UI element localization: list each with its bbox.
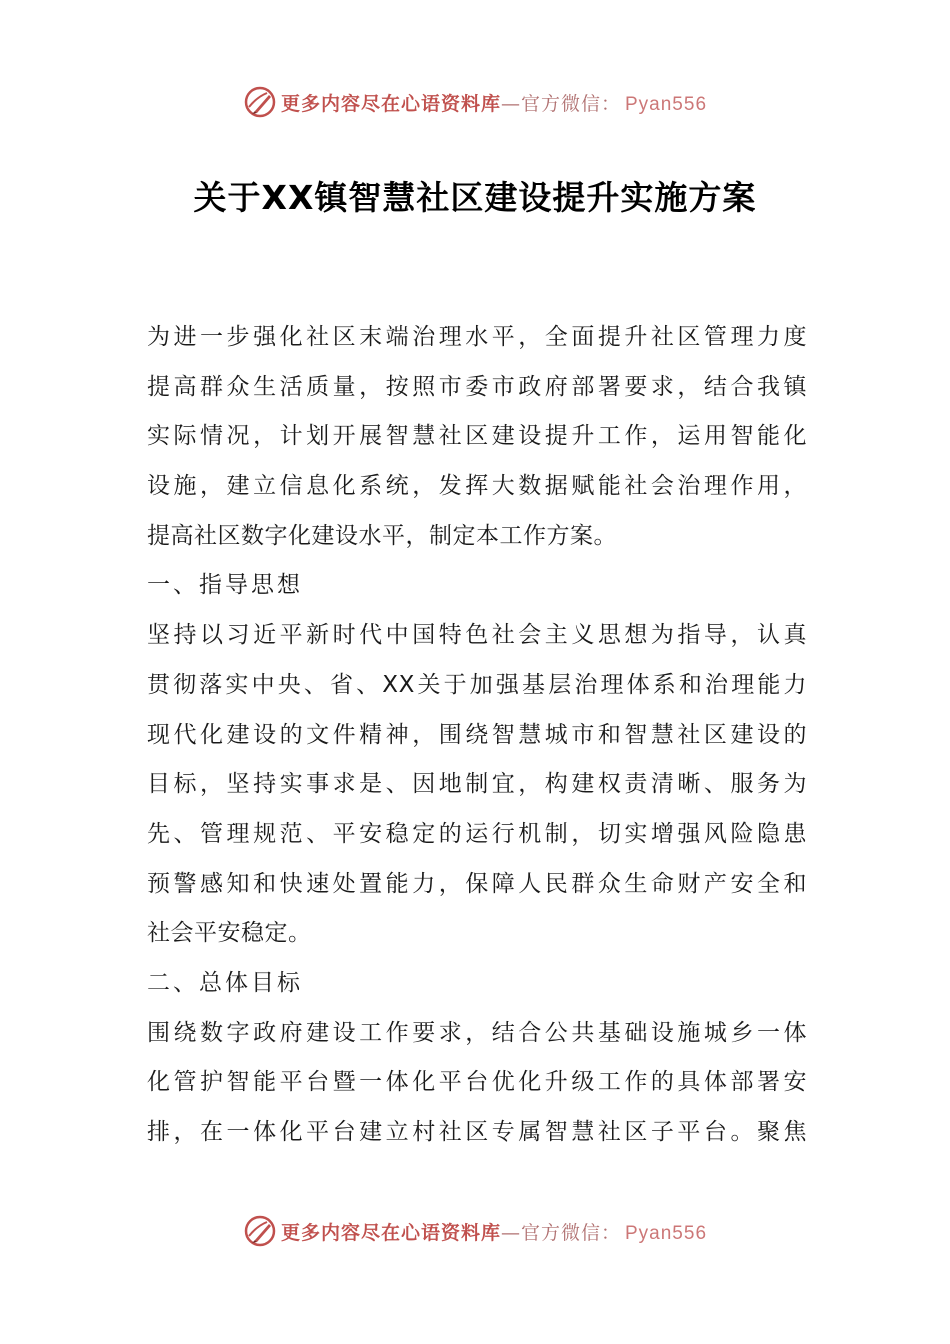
section1-line: 预警感知和快速处置能力，保障人民群众生命财产安全和: [147, 870, 807, 897]
section1-line: 目标，坚持实事求是、因地制宜，构建权责清晰、服务为: [147, 771, 807, 798]
header-watermark-banner: [0, 82, 950, 122]
section1-line: 坚持以习近平新时代中国特色社会主义思想为指导，认真: [147, 622, 807, 649]
section-heading-guiding-ideology: 一、指导思想: [147, 572, 303, 599]
pen-logo-icon: [243, 85, 277, 119]
section2-line: 排，在一体化平台建立村社区专属智慧社区子平台。聚焦: [147, 1119, 807, 1145]
section-heading-overall-goals: 二、总体目标: [147, 969, 303, 996]
footer-watermark-banner: [0, 1211, 950, 1251]
section1-line: 先、管理规范、平安稳定的运行机制，切实增强风险隐患: [147, 820, 807, 847]
footer-banner-text: 更多内容尽在心语资料库—官方微信： Pyan556: [280, 1221, 708, 1244]
section1-line: 贯彻落实中央、省、XX关于加强基层治理体系和治理能力: [147, 671, 807, 698]
section1-line: 社会平安稳定。: [147, 920, 312, 947]
header-banner-text: 更多内容尽在心语资料库—官方微信： Pyan556: [280, 92, 708, 115]
intro-line: 提高群众生活质量，按照市委市政府部署要求，结合我镇: [147, 373, 807, 400]
section2-line: 围绕数字政府建设工作要求，结合公共基础设施城乡一体: [147, 1019, 807, 1046]
intro-line: 为进一步强化社区末端治理水平，全面提升社区管理力度: [147, 324, 807, 350]
intro-line: 提高社区数字化建设水平，制定本工作方案。: [147, 522, 617, 549]
pen-logo-icon: [243, 1214, 277, 1248]
section2-line: 化管护智能平台暨一体化平台优化升级工作的具体部署安: [147, 1069, 807, 1096]
document-title: 关于XX镇智慧社区建设提升实施方案: [193, 178, 757, 217]
section1-line: 现代化建设的文件精神，围绕智慧城市和智慧社区建设的: [147, 721, 807, 748]
intro-line: 实际情况，计划开展智慧社区建设提升工作，运用智能化: [147, 423, 807, 450]
document-body: [147, 313, 807, 1158]
intro-line: 设施，建立信息化系统，发挥大数据赋能社会治理作用，: [147, 473, 807, 500]
